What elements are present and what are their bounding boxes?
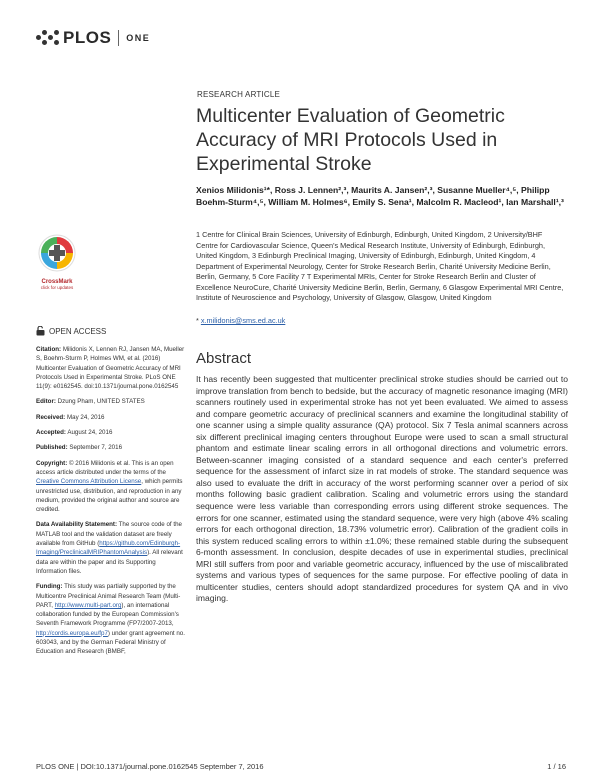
footer-citation: PLOS ONE | DOI:10.1371/journal.pone.0162545 September 7, 2016 <box>36 762 264 771</box>
cordis-link[interactable]: http://cordis.europa.eu/fp7 <box>36 629 108 637</box>
data-availability: Data Availability Statement: The source code of the MATLAB tool and the validation dataset are freely available from GitHub (https://github.com/Edinburgh-Imaging/PreclinicalMRIPhantomAnalysis). All relevant data are within the paper and its Supporting Information files. <box>36 521 183 575</box>
article-title: Multicenter Evaluation of Geometric Accuracy of MRI Protocols Used in Experimental Stroke <box>196 105 505 175</box>
github-link[interactable]: https://github.com/Edinburgh-Imaging/PreclinicalMRIPhantomAnalysis <box>36 540 181 557</box>
abstract-text: It has recently been suggested that multicenter preclinical stroke studies should be carried out to improve translation from bench to bedside, but the accuracy of magnetic resonance imaging (MRI) scanners routinely used in experimental stroke has not yet been evaluated. We aimed to assess and compare geometric accuracy of preclinical scanners and examine the longitudinal stability of one scanner using a simple quality assurance (QA) protocol. Six 7 Tesla animal scanners across six different preclinical imaging centers throughout Europe were used to scan a small structural phantom and estimate linear scaling errors in all orthogonal directions and volumetric errors. Between-scanner imaging consisted of a standard sequence and each center's preferred sequence for the assessment of infarct size in rat models of stroke. The standard sequence was also used to evaluate the drift in accuracy of the worst performing scanner over a period of six months following basic gradient calibration. Scaling and volumetric errors using the standard sequence were less variable than corresponding errors using different stroke sequences. The errors for one scanner, estimated using the standard sequence, were very high (above 4% scaling errors for each orthogonal direction, 18.73% volumetric error). Calibration of the gradient coils in this system reduced scaling errors to within ±1.0%; these remained stable during the subsequent 6-month assessment. In conclusion, despite decades of use in experimental studies, preclinical MRI still suffers from poor and variable geometric accuracy, influenced by the use of miscalibrated systems and various types of sequences for the same purpose. For effective pooling of data in multicenter studies, centers should adopt standardized procedures for system QA and in vivo imaging. <box>196 374 568 604</box>
funding: Funding: This study was partially supported by the Multicentre Preclinical Animal Research Team (Multi-PART, http://www.multi-part.org), an international collaboration funded by the European Commission's Seventh Framework Programme (FP7/2007-2013, http://cordis.europa.eu/fp7) under grant agreement no. 603043, and by the German Federal Ministry of Education and Research (BMBF, <box>36 583 185 656</box>
logo-separator <box>118 30 119 46</box>
accepted-date: Accepted: August 24, 2016 <box>36 429 113 437</box>
plos-dots-icon <box>36 28 60 48</box>
open-lock-icon <box>36 326 45 336</box>
logo-journal: ONE <box>126 33 151 43</box>
plos-one-logo[interactable] <box>36 28 150 48</box>
open-access-badge <box>36 326 106 336</box>
logo-publisher: PLOS <box>63 28 112 47</box>
crossmark-badge[interactable] <box>36 232 78 290</box>
corresponding-mark: * <box>196 316 199 325</box>
received-date: Received: May 24, 2016 <box>36 413 105 421</box>
article-metadata-sidebar <box>36 345 186 663</box>
affiliations: 1 Centre for Clinical Brain Sciences, University of Edinburgh, Edinburgh, United Kingdom, 2 University/BHF Centre for Cardiovascular Science, Queen's Medical Research Institute, University of Edinburgh, Edinburgh, United Kingdom, 3 Edinburgh Preclinical Imaging, University of Edinburgh, Edinburgh, United Kingdom, 4 Department of Experimental Neurology, Center for Stroke Research Berlin, Charité University Medicine Berlin, Berlin, Germany, 5 Core Facility 7 T Experimental MRIs, Center for Stroke Research Berlin and Cluster of Excellence NeuroCure, Charité University Medicine Berlin, Berlin, Germany, 6 Glasgow Experimental MRI Centre, Institute of Neuroscience and Psychology, University of Glasgow, Glasgow, United Kingdom <box>196 230 564 302</box>
page-number: 1 / 16 <box>547 762 566 771</box>
crossmark-icon <box>36 232 78 274</box>
corresponding-email-link[interactable]: x.milidonis@sms.ed.ac.uk <box>200 316 286 325</box>
editor: Editor: Dzung Pham, UNITED STATES <box>36 398 145 406</box>
published-date: Published: September 7, 2016 <box>36 444 123 452</box>
abstract-heading: Abstract <box>196 350 252 367</box>
copyright: Copyright: © 2016 Milidonis et al. This is an open access article distributed under the terms of the Creative Commons Attribution License, which permits unrestricted use, distribution, and reproduction in any medium, provided the original author and source are credited. <box>36 459 183 514</box>
page-footer <box>36 762 566 771</box>
citation: Citation: Milidonis X, Lennen RJ, Jansen MA, Mueller S, Boehm-Sturm P, Holmes WM, et al. (2016) Multicenter Evaluation of Geometric Accuracy of MRI Protocols Used in Experimental Stroke. PLoS ONE 11(9): e0162545. doi:10.1371/journal.pone.0162545 <box>36 346 185 391</box>
author-list: Xenios Milidonis¹*, Ross J. Lennen²,³, Maurits A. Jansen²,³, Susanne Mueller⁴,⁵, Philipp Boehm-Sturm⁴,⁵, William M. Holmes⁶, Emily S. Sena¹, Malcolm R. Macleod¹, Ian Marshall¹,³ <box>196 185 564 207</box>
crossmark-label: CrossMark <box>41 279 73 285</box>
crossmark-sublabel: click for updates <box>40 285 74 290</box>
license-link[interactable]: Creative Commons Attribution License <box>36 478 142 486</box>
section-label: RESEARCH ARTICLE <box>197 90 281 99</box>
open-access-label: OPEN ACCESS <box>49 326 107 336</box>
multipart-link[interactable]: http://www.multi-part.org <box>54 601 122 609</box>
corresponding-author <box>196 316 285 325</box>
